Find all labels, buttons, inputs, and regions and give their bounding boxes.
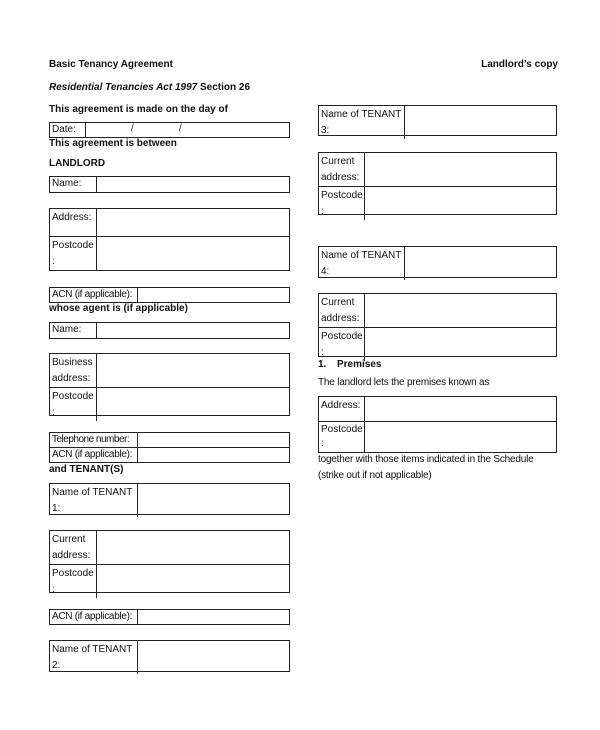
tenant1-address-label: Current address: (50, 531, 97, 564)
tenant3-postcode-input[interactable] (365, 187, 556, 220)
agent-address-label: Business address: (50, 354, 97, 387)
copy-label: Landlord’s copy (481, 59, 558, 70)
tenant2-label: Name of TENANT 2: (50, 641, 138, 674)
schedule-text: together with those items indicated in the Schedule (318, 454, 534, 465)
made-on-text: This agreement is made on the day of (49, 104, 228, 115)
agent-name-input[interactable] (97, 323, 289, 338)
landlord-postcode-input[interactable] (97, 237, 289, 270)
act-name: Residential Tenancies Act 1997 (49, 82, 198, 93)
tenant3-input[interactable] (405, 106, 556, 139)
tenant2-input[interactable] (138, 641, 289, 674)
tenant4-address-label: Current address: (319, 294, 365, 327)
tenant4-label: Name of TENANT 4: (319, 247, 405, 280)
document-title: Basic Tenancy Agreement (49, 59, 173, 70)
tenant1-address-input[interactable] (97, 531, 289, 564)
premises-text: The landlord lets the premises known as (318, 377, 490, 388)
agent-postcode-label: Postcode : (50, 388, 97, 421)
landlord-heading: LANDLORD (49, 158, 106, 169)
agent-postcode-input[interactable] (97, 388, 289, 421)
landlord-acn-label: ACN (if applicable): (50, 288, 138, 302)
tenant4-postcode-label: Postcode : (319, 328, 365, 361)
tenant1-postcode-input[interactable] (97, 565, 289, 598)
premises-address-input[interactable] (365, 397, 556, 421)
tenants-heading: and TENANT(S) (49, 464, 124, 475)
act-reference (49, 82, 250, 94)
tenant4-input[interactable] (405, 247, 556, 280)
premises-number: 1. (318, 359, 327, 370)
premises-postcode-input[interactable] (365, 422, 556, 452)
agent-name-label: Name: (50, 323, 97, 338)
tenant3-label: Name of TENANT 3: (319, 106, 405, 139)
agent-telephone-input[interactable] (138, 433, 289, 447)
tenant1-acn-input[interactable] (138, 610, 289, 624)
agent-acn-label: ACN (if applicable): (50, 448, 138, 462)
act-section: Section 26 (200, 82, 251, 93)
tenant1-acn-label: ACN (if applicable): (50, 610, 138, 624)
premises-heading: Premises (337, 359, 382, 370)
strike-note: (strike out if not applicable) (318, 470, 432, 481)
landlord-name-input[interactable] (97, 177, 289, 192)
landlord-acn-input[interactable] (138, 288, 289, 302)
date-input[interactable] (86, 123, 289, 137)
landlord-address-input[interactable] (97, 209, 289, 236)
date-field (49, 122, 290, 138)
tenant3-address-input[interactable] (365, 153, 556, 186)
premises-postcode-label: Postcode : (319, 422, 365, 452)
agent-acn-input[interactable] (138, 448, 289, 462)
tenant1-label: Name of TENANT 1: (50, 484, 138, 517)
agent-heading: whose agent is (if applicable) (49, 303, 188, 314)
agent-address-input[interactable] (97, 354, 289, 387)
tenant4-postcode-input[interactable] (365, 328, 556, 361)
landlord-address-label: Address: (50, 209, 97, 236)
agent-telephone-label: Telephone number: (50, 433, 138, 447)
landlord-postcode-label: Postcode : (50, 237, 97, 270)
tenant3-address-label: Current address: (319, 153, 365, 186)
tenant3-postcode-label: Postcode : (319, 187, 365, 220)
tenant1-input[interactable] (138, 484, 289, 517)
date-label: Date: (50, 123, 86, 137)
premises-address-label: Address: (319, 397, 365, 421)
landlord-name-label: Name: (50, 177, 97, 192)
tenant1-postcode-label: Postcode : (50, 565, 97, 598)
tenant4-address-input[interactable] (365, 294, 556, 327)
date-slash: / (131, 123, 134, 134)
between-text: This agreement is between (49, 138, 177, 149)
date-slash: / (179, 123, 182, 134)
